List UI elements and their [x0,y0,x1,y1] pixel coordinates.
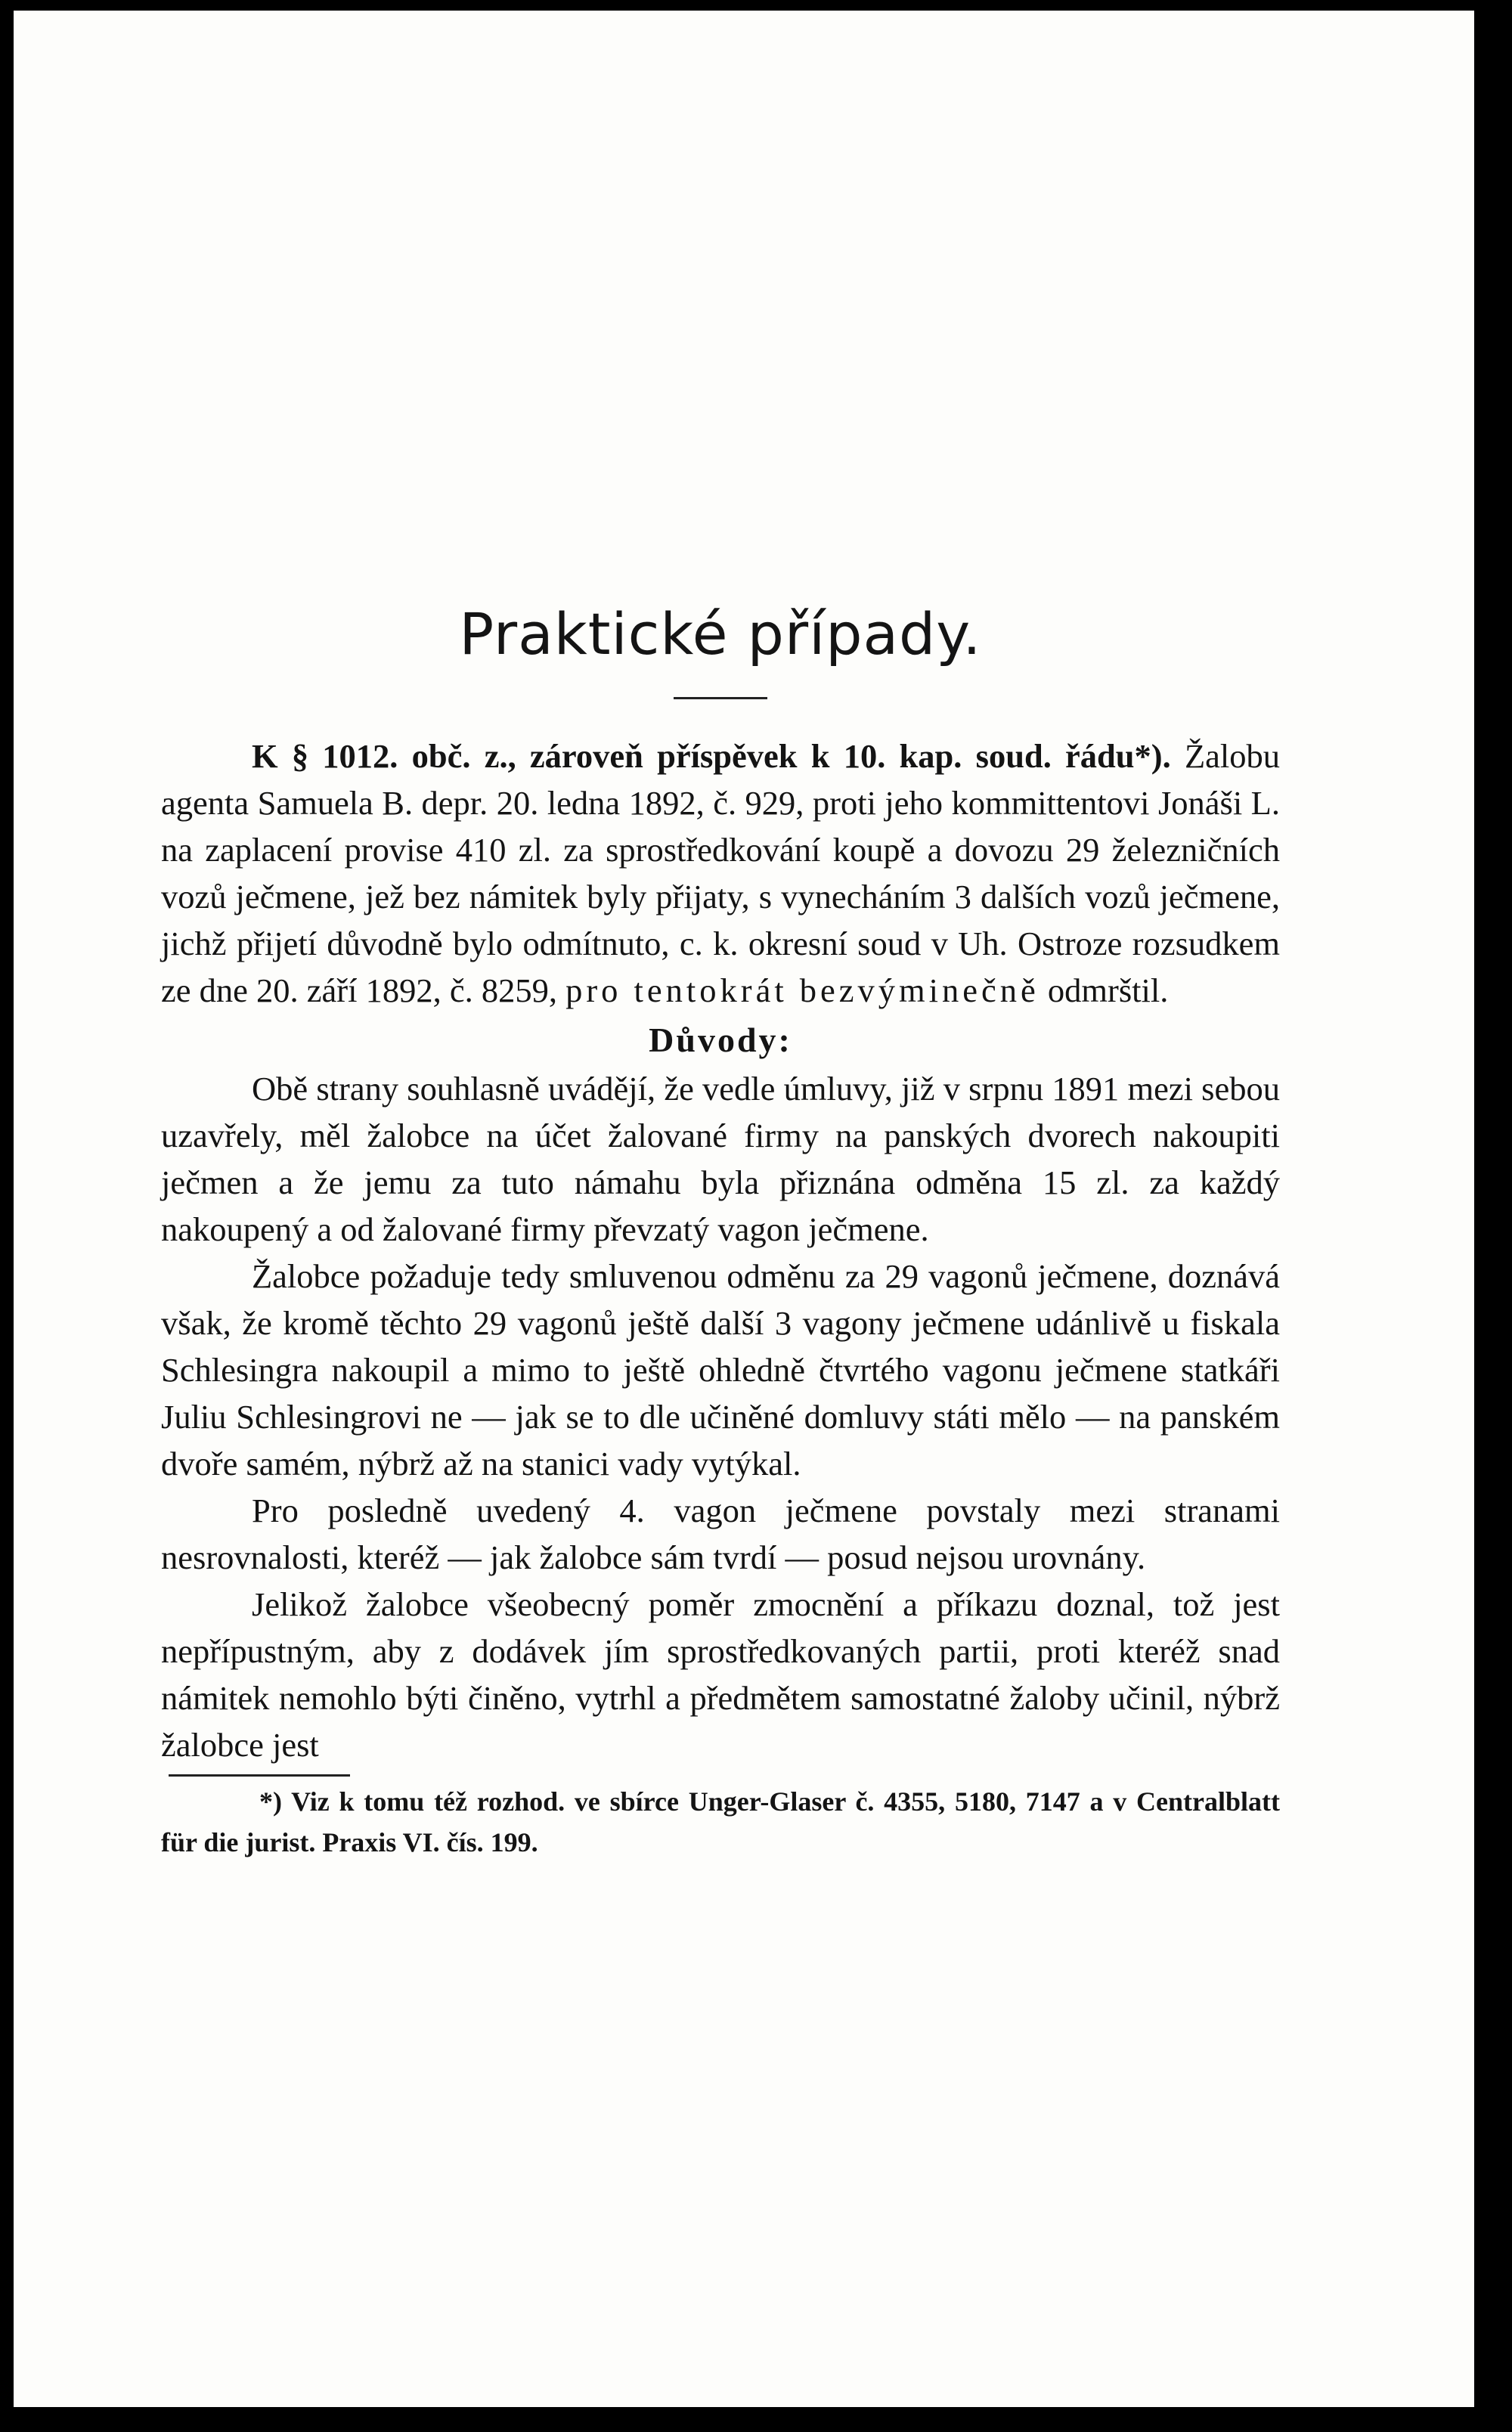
page-title: Praktické případy. [459,600,982,668]
case-summary-end: odmrštil. [1039,971,1169,1009]
reasons-heading: Důvody: [649,1021,792,1059]
title-divider [674,697,767,699]
footnote: *) Viz k tomu též rozhod. ve sbírce Unger-Glaser č. 4355, 5180, 7147 a v Centralblatt für die jurist. Praxis VI. čís. 199. [161,1786,1280,1857]
reasons-paragraph-2: Žalobce požaduje tedy smluvenou odměnu za 29 vagonů ječmene, doznává však, že kromě těchto 29 vagonů ještě další 3 vagony ječmene udánlivě u fiskala Schlesingra nakoupil a mimo to ještě ohledně čtvrtého vagonu ječmene statkáři Juliu Schlesingrovi ne — jak se to dle učiněné domluvy státi mělo — na panském dvoře samém, nýbrž až na stanici vady vytýkal. [161,1257,1280,1482]
page-content [161,600,1280,1863]
reasons-paragraph-1: Obě strany souhlasně uvádějí, že vedle úmluvy, již v srpnu 1891 mezi sebou uzavřely, měl žalobce na účet žalované firmy na panských dvorech nakoupiti ječmen a že jemu za tuto námahu byla přiznána odměna 15 zl. za každý nakoupený a od žalované firmy převzatý vagon ječmene. [161,1070,1280,1248]
case-heading: K § 1012. obč. z., zároveň příspěvek k 10. kap. soud. řádu*). [252,737,1171,775]
case-emphasis: pro tentokrát bezvýminečně [565,971,1040,1009]
book-page [14,11,1474,2407]
reasons-paragraph-4: Jelikož žalobce všeobecný poměr zmocnění a příkazu doznal, tož jest nepřípustným, aby z dodávek jím sprostředkovaných partii, proti kteréž snad námitek nemohlo býti činěno, vytrhl a předmětem samostatné žaloby učinil, nýbrž žalobce jest [161,1585,1280,1764]
footnote-divider [169,1774,350,1777]
case-summary: Žalobu agenta Samuela B. depr. 20. ledna 1892, č. 929, proti jeho kommittentovi Jonáši L. na zaplacení provise 410 zl. za sprostředkování koupě a dovozu 29 železničních vozů ječmene, jež bez námitek byly přijaty, s vynecháním 3 dalších vozů ječmene, jichž přijetí důvodně bylo odmítnuto, c. k. okresní soud v Uh. Ostroze rozsudkem ze dne 20. září 1892, č. 8259, [161,737,1280,1009]
reasons-paragraph-3: Pro posledně uvedený 4. vagon ječmene povstaly mezi stranami nesrovnalosti, kteréž — jak žalobce sám tvrdí — posud nejsou urovnány. [161,1492,1280,1576]
case-intro-paragraph [161,733,1280,1014]
